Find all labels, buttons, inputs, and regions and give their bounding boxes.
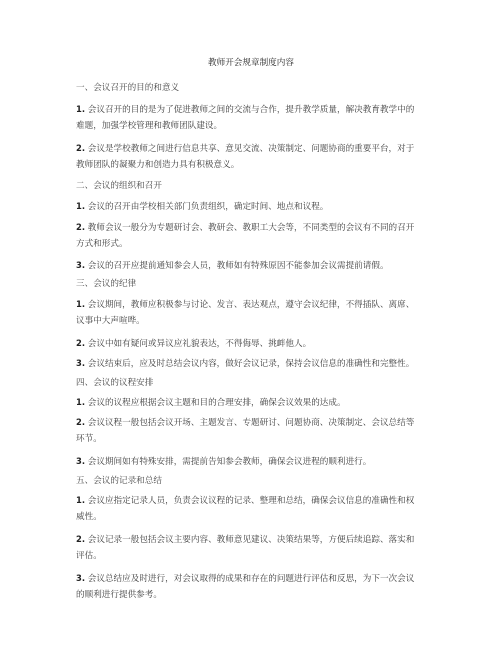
item-number: 3.: [76, 358, 86, 368]
paragraph-5-2: [76, 531, 432, 564]
paragraph-line: 的顺利进行提供参考。: [76, 590, 162, 600]
paragraph-text: 会议议程一般包括会议开场、主题发言、专题研讨、问题协商、决策制定、会议总结等: [87, 418, 415, 428]
paragraph-line: [76, 335, 432, 352]
paragraph-3-3: [76, 355, 432, 372]
paragraph-text: 会议期间如有特殊安排，需提前告知参会教师，确保会议进程的顺利进行。: [87, 457, 372, 467]
paragraph-line: [76, 140, 432, 157]
paragraph-text: 会议的召开应提前通知参会人员，教师如有特殊原因不能参加会议需提前请假。: [87, 261, 389, 271]
item-number: 1.: [76, 104, 86, 114]
paragraph-text: 会议应指定记录人员，负责会议议程的记录、整理和总结，确保会议信息的准确性和权: [87, 496, 415, 506]
paragraph-text: 会议中如有疑问或异议应礼貌表达，不得侮辱、挑衅他人。: [87, 339, 312, 349]
paragraph-text: 会议召开的目的是为了促进教师之间的交流与合作，提升教学质量，解决教育教学中的: [87, 105, 415, 115]
paragraph-line: 教师团队的凝聚力和创造力具有积极意义。: [76, 160, 240, 170]
item-number: 1.: [76, 299, 86, 309]
paragraph-line: 环节。: [76, 434, 102, 444]
paragraph-line: [76, 394, 432, 411]
item-number: 2.: [76, 534, 86, 544]
paragraph-1-2: [76, 140, 432, 173]
paragraph-line: 难题，加强学校管理和教师团队建设。: [76, 121, 223, 131]
paragraph-line: [76, 492, 432, 509]
paragraph-line: 评估。: [76, 551, 102, 561]
paragraph-line: [76, 296, 432, 313]
item-number: 1.: [76, 201, 86, 211]
section-heading-5: 五、会议的记录和总结: [76, 476, 162, 486]
paragraph-2-2: [76, 219, 432, 252]
paragraph-text: 会议期间，教师应积极参与讨论、发言、表达观点，遵守会议纪律，不得插队、离席、: [87, 300, 415, 310]
item-number: 3.: [76, 456, 86, 466]
paragraph-line: [76, 257, 432, 274]
paragraph-text: 教师会议一般分为专题研讨会、教研会、教职工大会等，不同类型的会议有不同的召开: [87, 223, 415, 233]
paragraph-text: 会议结束后，应及时总结会议内容，做好会议记录，保持会议信息的准确性和完整性。: [87, 359, 415, 369]
item-number: 2.: [76, 143, 86, 153]
paragraph-2-1: [76, 198, 432, 215]
section-heading-4: 四、会议的议程安排: [76, 378, 154, 388]
paragraph-text: 会议的召开由学校相关部门负责组织，确定时间、地点和议程。: [87, 202, 329, 212]
paragraph-line: [76, 531, 432, 548]
item-number: 3.: [76, 573, 86, 583]
paragraph-text: 会议总结应及时进行，对会议取得的成果和存在的问题进行评估和反思，为下一次会议: [87, 574, 415, 584]
item-number: 2.: [76, 338, 86, 348]
item-number: 2.: [76, 417, 86, 427]
paragraph-line: 威性。: [76, 512, 102, 522]
paragraph-2-3: [76, 257, 432, 274]
paragraph-4-2: [76, 414, 432, 447]
paragraph-text: 会议记录一般包括会议主要内容、教师意见建议、决策结果等，方便后续追踪、落实和: [87, 535, 415, 545]
paragraph-line: [76, 453, 432, 470]
section-heading-3: 三、会议的纪律: [76, 279, 137, 289]
paragraph-3-1: [76, 296, 432, 329]
paragraph-line: [76, 570, 432, 587]
paragraph-1-1: [76, 101, 432, 134]
paragraph-5-1: [76, 492, 432, 525]
item-number: 3.: [76, 260, 86, 270]
item-number: 2.: [76, 222, 86, 232]
paragraph-line: [76, 355, 432, 372]
paragraph-line: [76, 198, 432, 215]
paragraph-line: 方式和形式。: [76, 239, 128, 249]
paragraph-5-3: [76, 570, 432, 603]
item-number: 1.: [76, 397, 86, 407]
paragraph-text: 会议是学校教师之间进行信息共享、意见交流、决策制定、问题协商的重要平台，对于: [87, 144, 415, 154]
paragraph-4-3: [76, 453, 432, 470]
paragraph-line: [76, 219, 432, 236]
paragraph-line: [76, 414, 432, 431]
item-number: 1.: [76, 495, 86, 505]
paragraph-4-1: [76, 394, 432, 411]
paragraph-3-2: [76, 335, 432, 352]
section-heading-1: 一、会议召开的目的和意义: [76, 83, 180, 93]
paragraph-text: 会议的议程应根据会议主题和目的合理安排，确保会议效果的达成。: [87, 398, 346, 408]
paragraph-line: [76, 101, 432, 118]
section-heading-2: 二、会议的组织和召开: [76, 181, 162, 191]
document-title: 教师开会规章制度内容: [208, 58, 294, 68]
paragraph-line: 议事中大声喧哗。: [76, 316, 145, 326]
